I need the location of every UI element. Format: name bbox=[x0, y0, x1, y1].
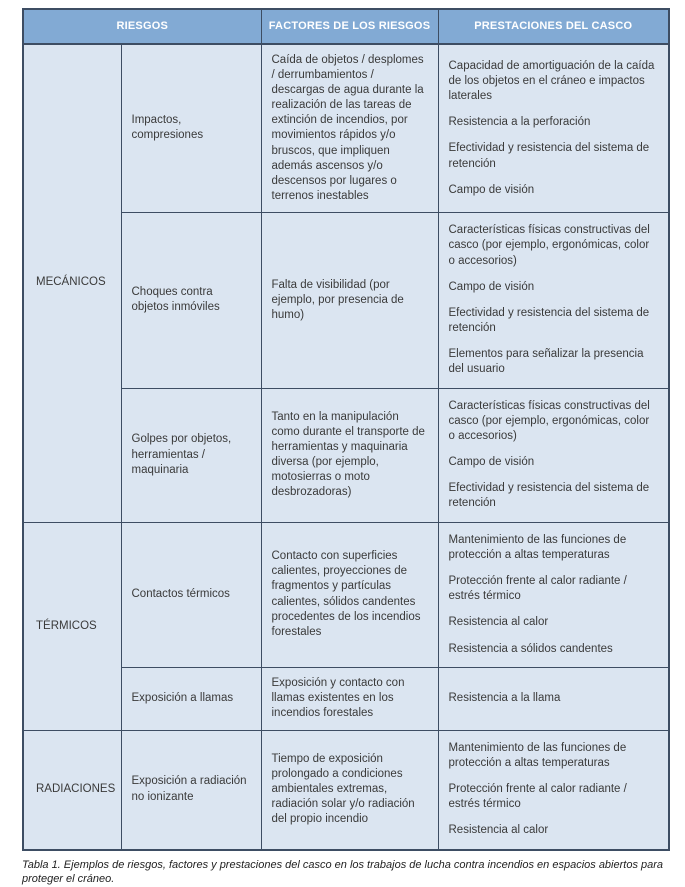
prestacion-item: Resistencia al calor bbox=[448, 616, 549, 629]
prestacion-item: Mantenimiento de las funciones de protección a altas temperaturas bbox=[448, 533, 627, 561]
prestacion-item: Resistencia a la llama bbox=[448, 692, 561, 705]
risk-cell: Impactos, compresiones bbox=[121, 44, 261, 213]
prestacion-item: Protección frente al calor radiante / estrés térmico bbox=[448, 783, 627, 811]
prestacion-item: Características físicas constructivas del casco (por ejemplo, ergonómicas, color o accesorios) bbox=[448, 399, 650, 442]
category-cell-termicos: TÉRMICOS bbox=[23, 522, 121, 730]
table-caption: Tabla 1. Ejemplos de riesgos, factores y prestaciones del casco en los trabajos de lucha contra incendios en espacios abiertos para proteger el cráneo. bbox=[22, 858, 664, 886]
risk-table bbox=[22, 8, 670, 851]
prestacion-item: Resistencia a sólidos candentes bbox=[448, 642, 613, 655]
header-riesgos: RIESGOS bbox=[23, 9, 261, 44]
factor-cell: Tanto en la manipulación como durante el transporte de herramientas y maquinaria diversa (por ejemplo, motosierras o moto desbrozadoras) bbox=[261, 388, 438, 522]
prestaciones-cell bbox=[438, 522, 669, 667]
prestacion-item: Efectividad y resistencia del sistema de retención bbox=[448, 482, 650, 510]
table-row bbox=[23, 44, 669, 213]
prestacion-item: Campo de visión bbox=[448, 456, 535, 469]
category-cell-radiaciones: RADIACIONES bbox=[23, 730, 121, 849]
factor-cell: Contacto con superficies calientes, proyecciones de fragmentos y partículas calientes, sólidos candentes procedentes de los incendios forestales bbox=[261, 522, 438, 667]
prestaciones-cell bbox=[438, 388, 669, 522]
prestacion-item: Protección frente al calor radiante / estrés térmico bbox=[448, 574, 627, 603]
prestacion-item: Efectividad y resistencia del sistema de retención bbox=[448, 306, 650, 335]
prestacion-item: Mantenimiento de las funciones de protección a altas temperaturas bbox=[448, 741, 627, 769]
risk-cell: Exposición a llamas bbox=[121, 667, 261, 730]
prestacion-item: Efectividad y resistencia del sistema de retención bbox=[448, 142, 650, 170]
prestacion-item: Resistencia al calor bbox=[448, 824, 549, 837]
prestacion-item: Campo de visión bbox=[448, 183, 535, 196]
table-row bbox=[23, 730, 669, 849]
prestacion-item: Resistencia a la perforación bbox=[448, 116, 591, 129]
risk-cell: Choques contra objetos inmóviles bbox=[121, 213, 261, 388]
prestacion-item: Elementos para señalizar la presencia del usuario bbox=[448, 348, 644, 376]
prestaciones-cell bbox=[438, 44, 669, 213]
prestaciones-cell bbox=[438, 730, 669, 849]
risk-cell: Contactos térmicos bbox=[121, 522, 261, 667]
table-row bbox=[23, 522, 669, 667]
prestaciones-cell bbox=[438, 213, 669, 388]
header-row bbox=[23, 9, 669, 44]
risk-cell: Golpes por objetos, herramientas / maquinaria bbox=[121, 388, 261, 522]
factor-cell: Exposición y contacto con llamas existentes en los incendios forestales bbox=[261, 667, 438, 730]
risk-cell: Exposición a radiación no ionizante bbox=[121, 730, 261, 849]
factor-cell: Caída de objetos / desplomes / derrumbamientos / descargas de agua durante la realización de las tareas de extinción de incendios, por movimientos rápidos y/o bruscos, que impliquen además ascensos y/o descensos por lugares o terrenos inestables bbox=[261, 44, 438, 213]
prestaciones-cell bbox=[438, 667, 669, 730]
factor-cell: Falta de visibilidad (por ejemplo, por presencia de humo) bbox=[261, 213, 438, 388]
category-cell-mecanicos: MECÁNICOS bbox=[23, 44, 121, 523]
prestacion-item: Características físicas constructivas del casco (por ejemplo, ergonómicas, color o accesorios) bbox=[448, 224, 650, 267]
factor-cell: Tiempo de exposición prolongado a condiciones ambientales extremas, radiación solar y/o radiación del propio incendio bbox=[261, 730, 438, 849]
prestacion-item: Campo de visión bbox=[448, 280, 535, 293]
header-factores: FACTORES DE LOS RIESGOS bbox=[261, 9, 438, 44]
prestacion-item: Capacidad de amortiguación de la caída de los objetos en el cráneo e impactos laterales bbox=[448, 59, 655, 103]
header-prestaciones: PRESTACIONES DEL CASCO bbox=[438, 9, 669, 44]
